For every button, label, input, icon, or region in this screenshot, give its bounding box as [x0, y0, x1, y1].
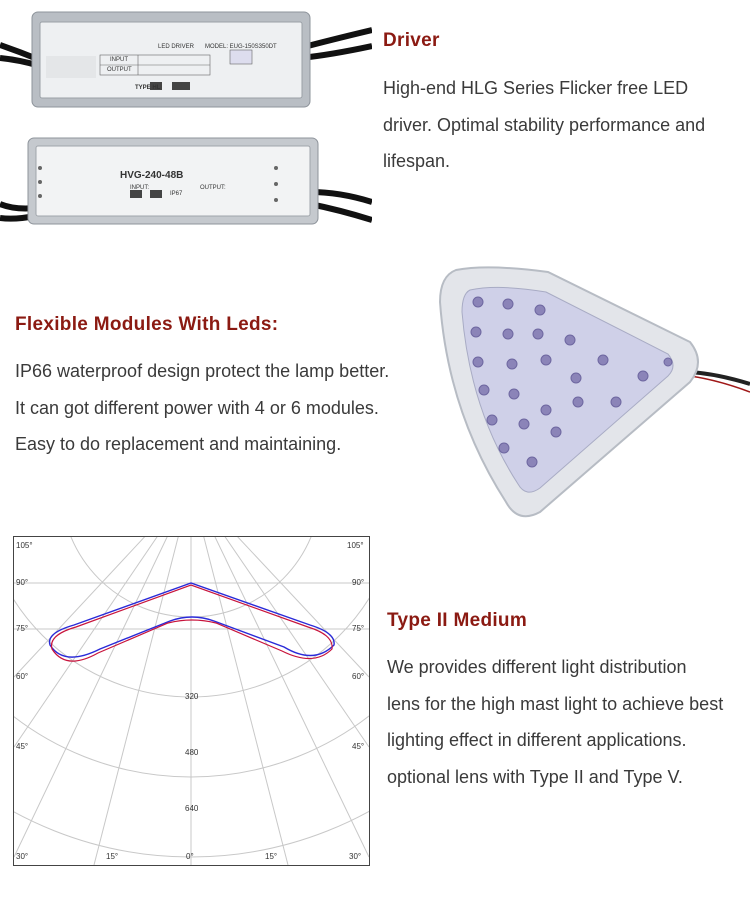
driver-2-ip: IP67: [170, 191, 183, 197]
right-label-60: 60°: [352, 672, 365, 681]
bottom-label-0: 0°: [186, 852, 194, 861]
left-label-45: 45°: [16, 742, 29, 751]
left-label-105: 105°: [16, 541, 33, 550]
right-label-105: 105°: [347, 541, 364, 550]
led-module-image: [428, 262, 750, 520]
driver-2-illustration: [0, 132, 372, 232]
left-label-30: 30°: [16, 852, 29, 861]
right-label-45: 45°: [352, 742, 365, 751]
left-label-90: 90°: [16, 578, 29, 587]
modules-line-2: It can got different power with 4 or 6 modules.: [15, 397, 379, 418]
driver-1-illustration: [0, 0, 372, 120]
driver-line-3: lifespan.: [383, 151, 451, 171]
right-label-30: 30°: [349, 852, 362, 861]
distribution-line-3: lighting effect in different applications.: [387, 730, 687, 750]
radial-label-320: 320: [185, 692, 199, 701]
right-label-75: 75°: [352, 624, 365, 633]
modules-heading: Flexible Modules With Leds:: [15, 314, 279, 335]
bottom-label-15-right: 15°: [265, 852, 278, 861]
distribution-line-4: optional lens with Type II and Type V.: [387, 766, 683, 787]
left-label-60: 60°: [16, 672, 29, 681]
distribution-description: [387, 649, 747, 795]
radial-label-640: 640: [185, 804, 199, 813]
driver-line-2: driver. Optimal stability performance and: [383, 114, 706, 135]
driver-2-model: HVG-240-48B: [120, 170, 184, 181]
driver-1-type-hl: TYPE HL: [135, 85, 161, 91]
driver-1-model: MODEL: EUG-150S350DT: [205, 44, 277, 50]
modules-description: [15, 353, 425, 463]
polar-chart-svg: [14, 537, 369, 865]
driver-1-input: INPUT: [110, 57, 128, 63]
driver-image-1: [0, 0, 372, 120]
driver-description: [383, 70, 743, 180]
driver-heading: Driver: [383, 30, 440, 51]
driver-line-1: High-end HLG Series Flicker free LED: [383, 78, 689, 98]
driver-image-2: [0, 132, 372, 232]
left-label-75: 75°: [16, 624, 29, 633]
driver-1-output: OUTPUT: [107, 67, 132, 73]
right-label-90: 90°: [352, 578, 365, 587]
bottom-label-15-left: 15°: [106, 852, 119, 861]
radial-label-480: 480: [185, 748, 199, 757]
modules-line-3: Easy to do replacement and maintaining.: [15, 434, 342, 454]
driver-2-input: INPUT:: [130, 185, 150, 191]
distribution-heading: Type II Medium: [387, 610, 528, 631]
distribution-line-2: lens for the high mast light to achieve best: [387, 693, 724, 714]
distribution-line-1: We provides different light distribution: [387, 657, 687, 677]
driver-1-type-label: LED DRIVER: [158, 44, 195, 50]
polar-chart: [13, 536, 370, 866]
driver-2-output: OUTPUT:: [200, 185, 226, 191]
modules-line-1: IP66 waterproof design protect the lamp better.: [15, 361, 390, 381]
